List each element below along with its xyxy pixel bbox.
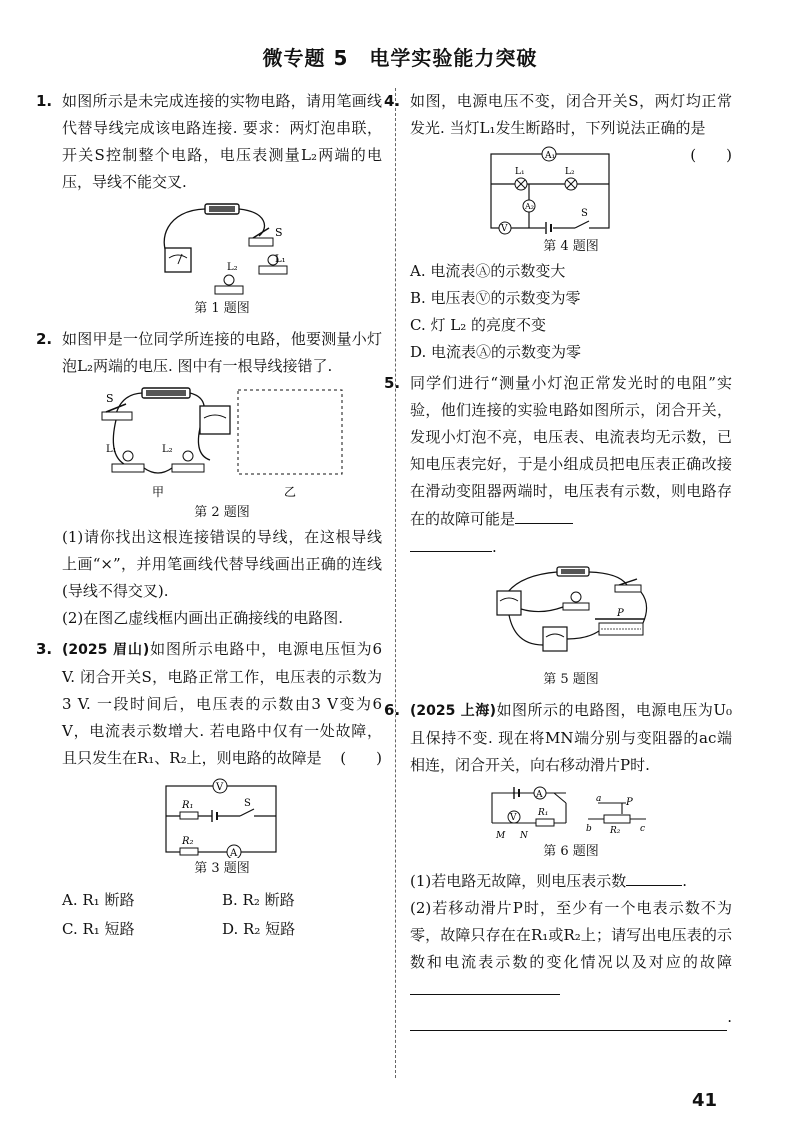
figure-5-caption: 第 5 题图 <box>543 672 599 687</box>
column-divider <box>395 88 396 1078</box>
question-4 <box>384 88 732 366</box>
figure-1-caption: 第 1 题图 <box>194 301 250 316</box>
answer-line-row: . <box>410 1004 732 1031</box>
answer-blank-2[interactable] <box>410 533 492 552</box>
question-source: (2025 眉山) <box>62 642 150 658</box>
option-a[interactable]: A. 电流表Ⓐ的示数变大 <box>410 262 566 280</box>
figure-6-circuit <box>486 783 656 841</box>
answer-paren: ( ) <box>340 749 382 767</box>
page-number: 41 <box>692 1090 718 1111</box>
answer-blank[interactable] <box>410 976 560 995</box>
question-text: 如图甲是一位同学所连接的电路，他要测量小灯泡L₂两端的电压. 图中有一根导线接错了. <box>62 330 382 375</box>
question-text: 如图，电源电压不变，闭合开关S，两灯均正常发光. 当灯L₁发生断路时，下列说法正确的是 ( ) <box>410 88 732 142</box>
fig4-label-l2: L₂ <box>565 167 575 177</box>
figure-2-caption: 第 2 题图 <box>194 505 250 520</box>
fig6-label-a: a <box>596 794 602 804</box>
option-c[interactable]: C. R₁ 短路 <box>62 920 135 938</box>
fig4-label-s: S <box>581 208 588 219</box>
option-a[interactable]: A. R₁ 断路 <box>62 891 135 909</box>
sub-question-1: (1)若电路无故障，则电压表示数 . <box>410 867 732 895</box>
fig6-label-r1: R₁ <box>538 808 549 818</box>
fig4-label-a2: A₂ <box>525 202 535 211</box>
page-title: 微专题 5 电学实验能力突破 <box>262 46 538 70</box>
option-d[interactable]: D. 电流表Ⓐ的示数变为零 <box>410 343 582 361</box>
fig2-label-s: S <box>106 392 114 405</box>
right-column <box>384 88 732 1031</box>
fig3-label-s: S <box>244 798 251 809</box>
sub-question-2: (2)在图乙虚线框内画出正确接线的电路图. <box>62 609 344 627</box>
fig1-label-s: S <box>275 226 283 239</box>
fig6-label-c: c <box>640 824 646 834</box>
figure-3-caption: 第 3 题图 <box>194 861 250 876</box>
answer-line[interactable] <box>410 1008 727 1031</box>
figure-4-caption: 第 4 题图 <box>543 239 599 254</box>
question-number: 1. <box>36 92 53 110</box>
fig2-label-l1: L₁ <box>106 444 117 455</box>
question-6 <box>384 697 732 1031</box>
question-text: (2025 上海)如图所示的电路图，电源电压为U₀且保持不变. 现在将MN端分别与变阻器的ac端相连，闭合开关，向右移动滑片P时. <box>410 701 732 774</box>
question-number: 5. <box>384 374 401 392</box>
figure-1-real-circuit <box>147 200 297 298</box>
fig4-label-l1: L₁ <box>515 167 525 177</box>
fig6-label-b: b <box>586 824 592 834</box>
fig2-label-yi: 乙 <box>284 485 297 499</box>
options-row-2 <box>62 915 382 944</box>
fig4-label-a1: A₁ <box>545 151 556 161</box>
question-number: 3. <box>36 640 53 658</box>
figure-4-circuit <box>485 146 615 236</box>
question-number: 2. <box>36 330 53 348</box>
question-text: 同学们进行“测量小灯泡正常发光时的电阻”实验，他们连接的实验电路如图所示，闭合开关，发现小灯泡不亮，电压表、电流表均无示数，已知电压表完好，于是小组成员把电压表正确改接在滑动变阻器两端时，电压表有示数，则电路存在的故障可能是 . <box>410 374 732 556</box>
fig6-label-n: N <box>520 831 528 841</box>
answer-paren: ( ) <box>690 146 732 164</box>
fig2-label-l2: L₂ <box>162 444 173 455</box>
option-b[interactable]: B. 电压表Ⓥ的示数变为零 <box>410 289 581 307</box>
fig1-label-l1: L₁ <box>275 254 286 265</box>
answer-blank[interactable] <box>515 505 573 524</box>
options-row-1 <box>62 886 382 915</box>
fig6-label-a-meter: A <box>536 790 543 800</box>
figure-2-circuit <box>92 384 352 502</box>
fig3-label-v: V <box>216 782 224 793</box>
question-number: 6. <box>384 701 401 719</box>
option-c[interactable]: C. 灯 L₂ 的亮度不变 <box>410 316 546 334</box>
fig6-label-r2: R₂ <box>610 826 621 836</box>
answer-blank[interactable] <box>626 867 682 886</box>
option-b[interactable]: B. R₂ 断路 <box>222 891 295 909</box>
sub-question-2: (2)若移动滑片P时，至少有一个电表示数不为零，故障只存在在R₁或R₂上；请写出电压表的示数和电流表示数的变化情况以及对应的故障 <box>410 895 732 1004</box>
fig5-label-p: P <box>617 608 624 619</box>
question-source: (2025 上海) <box>410 703 497 719</box>
fig3-label-r1: R₁ <box>182 800 194 811</box>
sub-question-1: (1)请你找出这根连接错误的导线，在这根导线上画“×”，并用笔画线代替导线画出正确的连线(导线不得交叉). <box>62 528 382 600</box>
left-column <box>36 88 383 944</box>
fig6-label-v: V <box>510 813 517 823</box>
question-number: 4. <box>384 92 401 110</box>
question-text: (2025 眉山)如图所示电路中，电源电压恒为6 V. 闭合开关S，电路正常工作，电压表的示数为3 V. 一段时间后，电压表的示数由3 V变为6 V，电流表示数增大. 若电路中仅有一处故障，且只发生在R₁、R₂上，则电路的故障是 ( ) <box>62 636 382 772</box>
fig6-label-p: P <box>626 797 633 808</box>
question-text: 如图所示是未完成连接的实物电路，请用笔画线代替导线完成该电路连接. 要求：两灯泡串联，开关S控制整个电路，电压表测量L₂两端的电压，导线不能交叉. <box>62 92 382 191</box>
question-3 <box>36 636 383 944</box>
figure-6-caption: 第 6 题图 <box>543 844 599 859</box>
fig1-label-l2: L₂ <box>227 262 238 273</box>
question-5 <box>384 370 732 691</box>
question-1 <box>36 88 382 320</box>
fig2-label-jia: 甲 <box>152 485 165 499</box>
fig4-label-v: V <box>501 224 508 234</box>
question-2 <box>36 326 382 632</box>
fig6-label-m: M <box>496 831 506 841</box>
figure-3-circuit <box>162 776 282 858</box>
option-d[interactable]: D. R₂ 短路 <box>222 920 296 938</box>
fig3-label-r2: R₂ <box>182 836 194 847</box>
fig3-label-a: A <box>230 848 238 858</box>
figure-5-real-circuit <box>491 565 651 669</box>
